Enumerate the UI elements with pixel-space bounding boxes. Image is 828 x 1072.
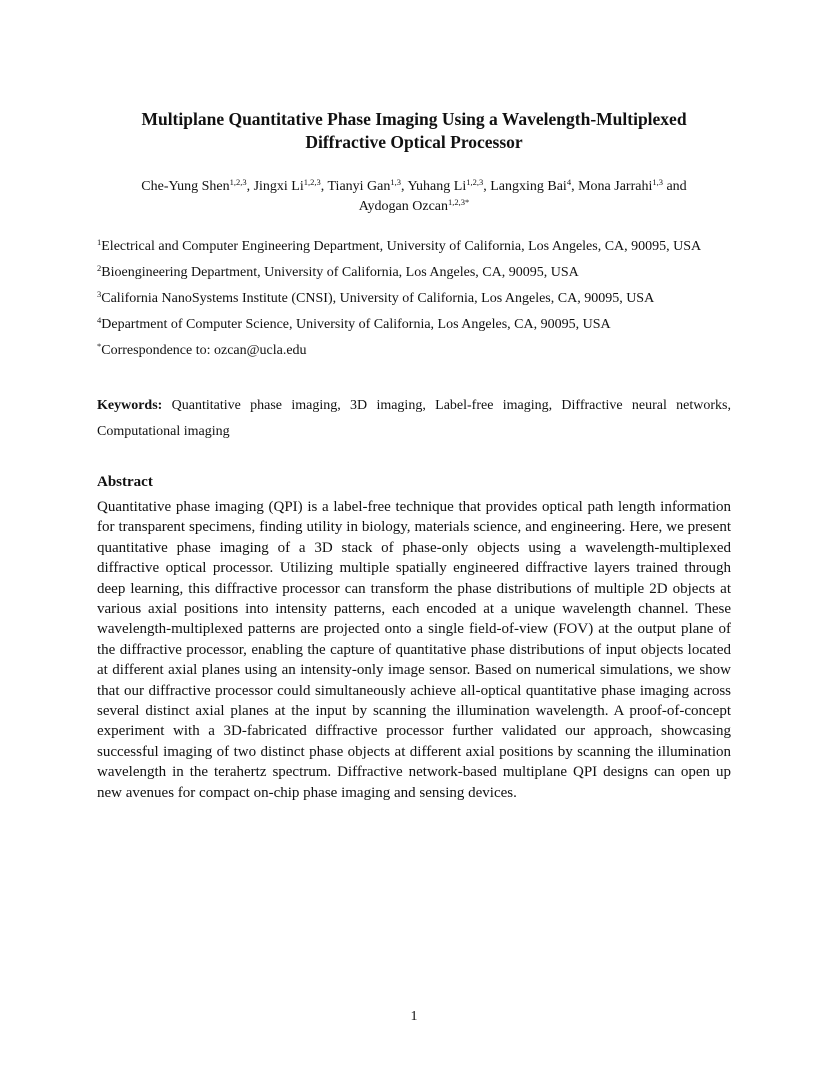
- abstract-body: Quantitative phase imaging (QPI) is a label-free technique that provides optical path length information for transparent specimens, finding utility in biology, materials science, and engineering. Here, we present quantitative phase imaging of a 3D stack of phase-only objects using a wavelength-multiplexed diffractive optical processor. Utilizing multiple spatially engineered diffractive layers trained through deep learning, this diffractive processor can transform the phase distributions of multiple 2D objects at various axial positions into intensity patterns, each encoded at a unique wavelength channel. These wavelength-multiplexed patterns are projected onto a single field-of-view (FOV) at the output plane of the diffractive processor, enabling the capture of quantitative phase distributions of input objects located at different axial planes using an intensity-only image sensor. Based on numerical simulations, we show that our diffractive processor could simultaneously achieve all-optical quantitative phase imaging across several distinct axial planes at the input by scanning the illumination wavelength. A proof-of-concept experiment with a 3D-fabricated diffractive processor further validated our approach, showcasing successful imaging of two distinct phase objects at different axial positions by scanning the illumination wavelength in the terahertz spectrum. Diffractive network-based multiplane QPI designs can open up new avenues for compact on-chip phase imaging and sensing devices.: [97, 499, 731, 801]
- affiliation-list: [97, 238, 757, 368]
- correspondence: *Correspondence to: ozcan@ucla.edu: [97, 341, 307, 358]
- affiliation: $^3$California NanoSystems Institute (CNSI), University of California, Los Angeles, CA, 90095, USA: [97, 289, 655, 306]
- keywords: [97, 393, 731, 445]
- author: Yuhang Li$^{1,2,3}$,: [407, 177, 491, 194]
- title-line-2: Diffractive Optical Processor: [305, 132, 523, 152]
- abstract-heading: Abstract: [97, 474, 153, 490]
- author: Aydogan Ozcan$^{1,2,3*}$: [358, 197, 470, 214]
- author: Mona Jarrahi$^{1,3}$ and: [578, 177, 687, 194]
- title-line-1: Multiplane Quantitative Phase Imaging Using a Wavelength-Multiplexed: [141, 109, 687, 129]
- affiliation: $^1$Electrical and Computer Engineering Department, University of California, Los Angeles, CA, 90095, USA: [97, 237, 702, 254]
- keywords-text: Quantitative phase imaging, 3D imaging, Label-free imaging, Diffractive neural networks, Computational imaging: [97, 398, 731, 439]
- author: Tianyi Gan$^{1,3}$,: [327, 177, 408, 194]
- affiliation: $^2$Bioengineering Department, University of California, Los Angeles, CA, 90095, USA: [97, 263, 579, 280]
- page-number: 1: [410, 1009, 418, 1024]
- author: Jingxi Li$^{1,2,3}$,: [253, 177, 328, 194]
- paper-title: [96, 108, 732, 154]
- author-list: [96, 177, 732, 217]
- author: Che-Yung Shen$^{1,2,3}$,: [141, 177, 254, 194]
- affiliation: $^4$Department of Computer Science, University of California, Los Angeles, CA, 90095, USA: [97, 315, 611, 332]
- author: Langxing Bai$^4$,: [490, 177, 579, 194]
- keywords-label: Keywords:: [97, 398, 163, 413]
